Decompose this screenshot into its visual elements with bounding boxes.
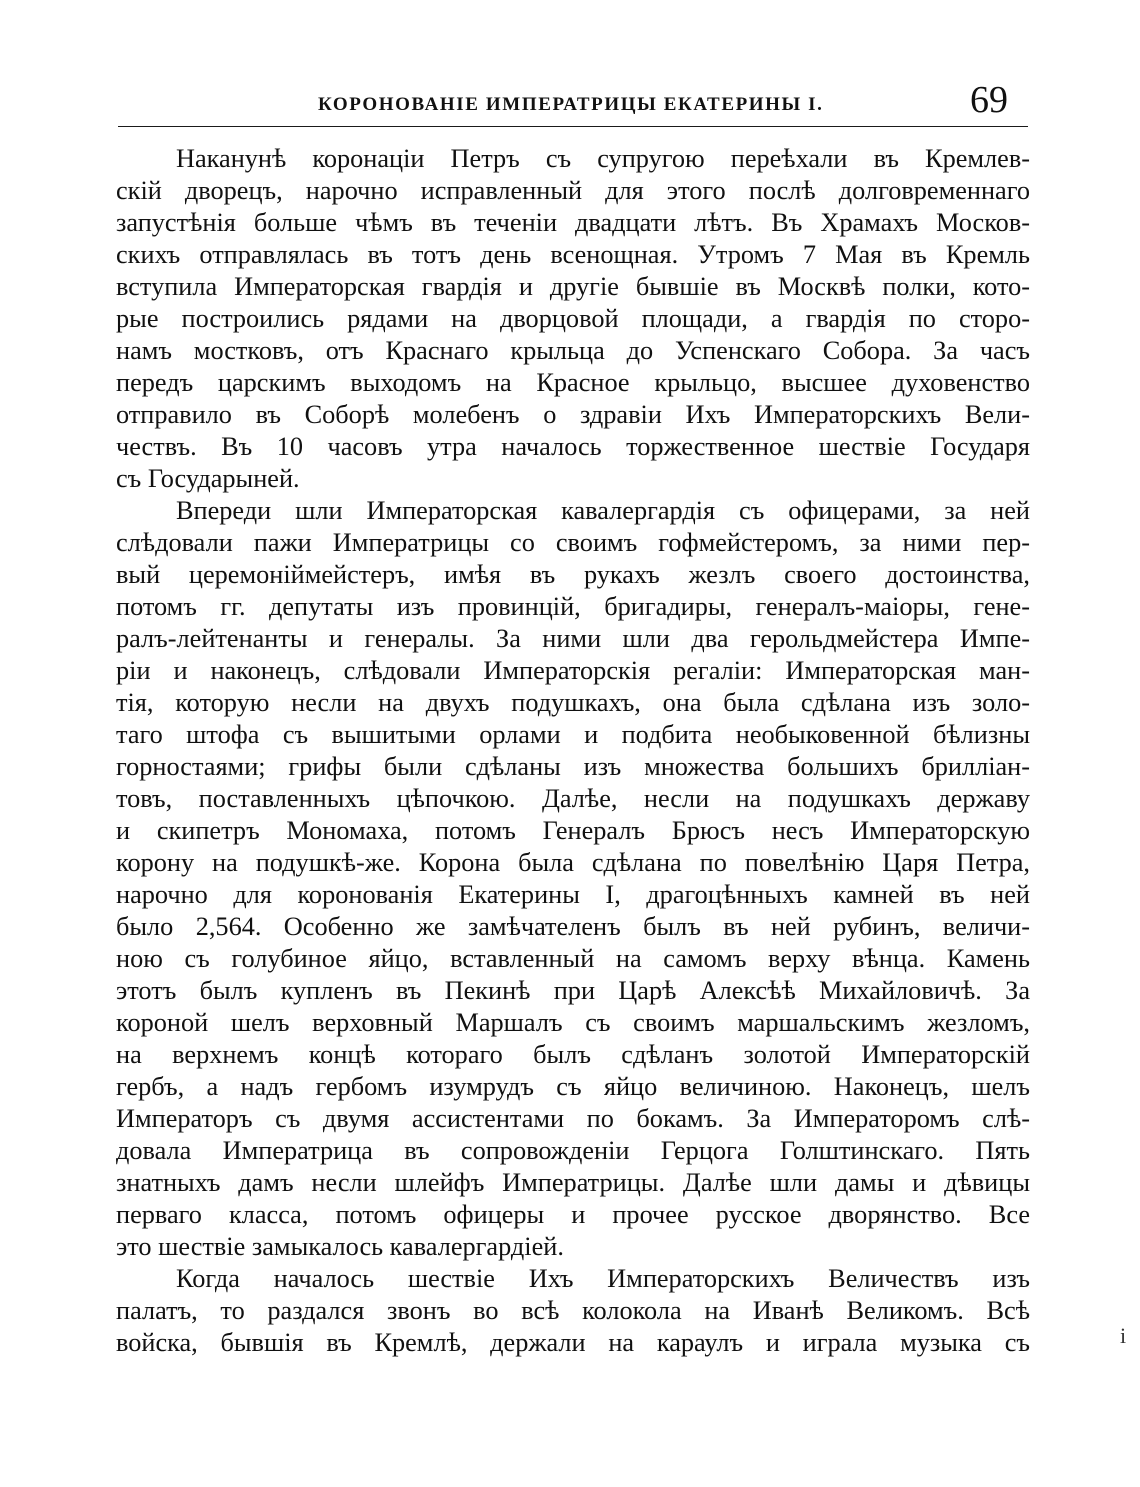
running-header bbox=[118, 79, 1028, 127]
text-line: на верхнемъ концѣ котораго былъ сдѣланъ золотой Императорскій bbox=[116, 1040, 1030, 1069]
text-line: ралъ-лейтенанты и генералы. За ними шли два герольдмейстера Импе- bbox=[116, 624, 1030, 653]
text-line: рые построились рядами на дворцовой площади, а гвардія по сторо- bbox=[116, 304, 1030, 333]
text-line: горностаями; грифы были сдѣланы изъ множества большихъ брилліан- bbox=[116, 752, 1030, 781]
text-line: намъ мостковъ, отъ Краснаго крыльца до Успенскаго Собора. За часъ bbox=[116, 336, 1030, 365]
text-line: знатныхъ дамъ несли шлейфъ Императрицы. Далѣе шли дамы и дѣвицы bbox=[116, 1168, 1030, 1197]
text-line: перваго класса, потомъ офицеры и прочее русское дворянство. Все bbox=[116, 1200, 1030, 1229]
text-line: это шествіе замыкалось кавалергардіей. bbox=[116, 1232, 564, 1261]
text-line: довала Императрица въ сопровожденіи Герцога Голштинскаго. Пять bbox=[116, 1136, 1030, 1165]
text-line: вый церемоніймейстеръ, имѣя въ рукахъ жезлъ своего достоинства, bbox=[116, 560, 1030, 589]
text-line: было 2,564. Особенно же замѣчателенъ былъ въ ней рубинъ, величи- bbox=[116, 912, 1030, 941]
text-line: Императоръ съ двумя ассистентами по бокамъ. За Императоромъ слѣ- bbox=[116, 1104, 1030, 1133]
text-line: чествъ. Въ 10 часовъ утра началось торжественное шествіе Государя bbox=[116, 432, 1030, 461]
text-line: короной шелъ верховный Маршалъ съ своимъ маршальскимъ жезломъ, bbox=[116, 1008, 1030, 1037]
text-line: палатъ, то раздался звонъ во всѣ колокола на Иванѣ Великомъ. Всѣ bbox=[116, 1296, 1030, 1325]
text-line: таго штофа съ вышитыми орлами и подбита необыковенной бѣлизны bbox=[116, 720, 1030, 749]
text-line: нарочно для коронованія Екатерины I, драгоцѣнныхъ камней въ ней bbox=[116, 880, 1030, 909]
text-line: съ Государыней. bbox=[116, 464, 300, 493]
text-line: скій дворецъ, нарочно исправленный для этого послѣ долговременнаго bbox=[116, 176, 1030, 205]
text-line: Впереди шли Императорская кавалергардія съ офицерами, за ней bbox=[176, 496, 1030, 525]
text-line: ріи и наконецъ, слѣдовали Императорскія регаліи: Императорская ман- bbox=[116, 656, 1030, 685]
text-line: гербъ, а надъ гербомъ изумрудъ съ яйцо величиною. Наконецъ, шелъ bbox=[116, 1072, 1030, 1101]
text-line: корону на подушкѣ-же. Корона была сдѣлана по повелѣнію Царя Петра, bbox=[116, 848, 1030, 877]
text-line: потомъ гг. депутаты изъ провинцій, бригадиры, генералъ-маіоры, гене- bbox=[116, 592, 1030, 621]
text-line: этотъ былъ купленъ въ Пекинѣ при Царѣ Алексѣѣ Михайловичѣ. За bbox=[116, 976, 1030, 1005]
text-line: вступила Императорская гвардія и другіе бывшіе въ Москвѣ полки, кото- bbox=[116, 272, 1030, 301]
running-title: КОРОНОВАНІЕ ИМПЕРАТРИЦЫ ЕКАТЕРИНЫ I. bbox=[318, 94, 824, 115]
text-line: запустѣнія больше чѣмъ въ теченіи двадцати лѣтъ. Въ Храмахъ Москов- bbox=[116, 208, 1030, 237]
text-line: ною съ голубиное яйцо, вставленный на самомъ верху вѣнца. Камень bbox=[116, 944, 1030, 973]
text-line: скихъ отправлялась въ тотъ день всенощная. Утромъ 7 Мая въ Кремль bbox=[116, 240, 1030, 269]
text-line: отправило въ Соборѣ молебенъ о здравіи Ихъ Императорскихъ Вели- bbox=[116, 400, 1030, 429]
text-line: тія, которую несли на двухъ подушкахъ, она была сдѣлана изъ золо- bbox=[116, 688, 1030, 717]
margin-mark: і bbox=[1120, 1323, 1127, 1348]
text-line: Наканунѣ коронаціи Петръ съ супругою переѣхали въ Кремлев- bbox=[176, 144, 1030, 173]
text-line: товъ, поставленныхъ цѣпочкою. Далѣе, несли на подушкахъ державу bbox=[116, 784, 1030, 813]
text-line: и скипетръ Мономаха, потомъ Генералъ Брюсъ несъ Императорскую bbox=[116, 816, 1030, 845]
body-text bbox=[116, 143, 1030, 1359]
page-number: 69 bbox=[970, 79, 1008, 121]
text-line: передъ царскимъ выходомъ на Красное крыльцо, высшее духовенство bbox=[116, 368, 1030, 397]
text-line: слѣдовали пажи Императрицы со своимъ гофмейстеромъ, за ними пер- bbox=[116, 528, 1030, 557]
text-line: Когда началось шествіе Ихъ Императорскихъ Величествъ изъ bbox=[176, 1264, 1030, 1293]
text-line: войска, бывшія въ Кремлѣ, держали на караулъ и играла музыка съ bbox=[116, 1328, 1030, 1357]
